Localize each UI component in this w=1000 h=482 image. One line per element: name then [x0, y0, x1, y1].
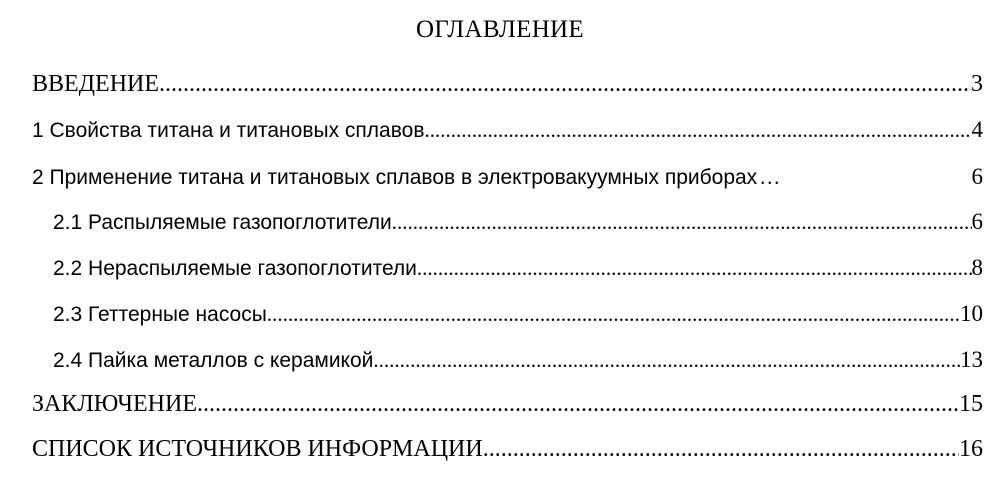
toc-entry-label: СПИСОК ИСТОЧНИКОВ ИНФОРМАЦИИ: [32, 436, 483, 462]
toc-entry-label: ВВЕДЕНИЕ: [32, 71, 160, 97]
dot-leader: [373, 343, 960, 377]
dot-leader: [757, 160, 780, 194]
dot-leader: [392, 205, 972, 239]
toc-entry-page-number: 6: [971, 164, 983, 189]
toc-entry-section-2-4[interactable]: [53, 343, 983, 377]
toc-entry-label: 1 Свойства титана и титановых сплавов: [32, 119, 425, 142]
toc-entry-label: ЗАКЛЮЧЕНИЕ: [32, 391, 197, 417]
dot-leader: [159, 67, 971, 101]
toc-entry-page-number: 13: [960, 347, 983, 372]
toc-entry-page-number: 10: [960, 301, 983, 326]
toc-entry-conclusion[interactable]: [32, 387, 983, 421]
toc-entry-label: 2.3 Геттерные насосы: [53, 303, 267, 326]
toc-entry-chapter-2[interactable]: [32, 160, 983, 194]
dot-leader: [197, 387, 959, 421]
dot-leader: [424, 113, 971, 147]
toc-entry-label: 2.2 Нераспыляемые газопоглотители: [53, 257, 417, 280]
toc-entry-chapter-1[interactable]: [32, 113, 983, 147]
toc-entry-label: 2 Применение титана и титановых сплавов в электровакуумных приборах: [32, 166, 758, 189]
toc-entry-page-number: 6: [971, 209, 983, 234]
toc-entry-section-2-2[interactable]: [53, 251, 983, 285]
toc-entry-page-number: 15: [959, 391, 983, 417]
toc-entry-section-2-3[interactable]: [53, 297, 983, 331]
toc-title: ОГЛАВЛЕНИЕ: [416, 16, 584, 43]
toc-entry-page-number: 8: [971, 255, 983, 280]
toc-entry-page-number: 4: [971, 117, 983, 142]
toc-entry-references[interactable]: [32, 432, 983, 466]
toc-entry-introduction[interactable]: [32, 67, 983, 101]
toc-entry-label: 2.4 Пайка металлов с керамикой: [53, 349, 374, 372]
toc-entry-label: 2.1 Распыляемые газопоглотители: [53, 211, 392, 234]
dot-leader: [267, 297, 960, 331]
toc-entry-page-number: 16: [959, 436, 983, 462]
toc-entry-page-number: 3: [971, 71, 983, 97]
toc-entry-section-2-1[interactable]: [53, 205, 983, 239]
dot-leader: [483, 432, 959, 466]
dot-leader: [417, 251, 972, 285]
